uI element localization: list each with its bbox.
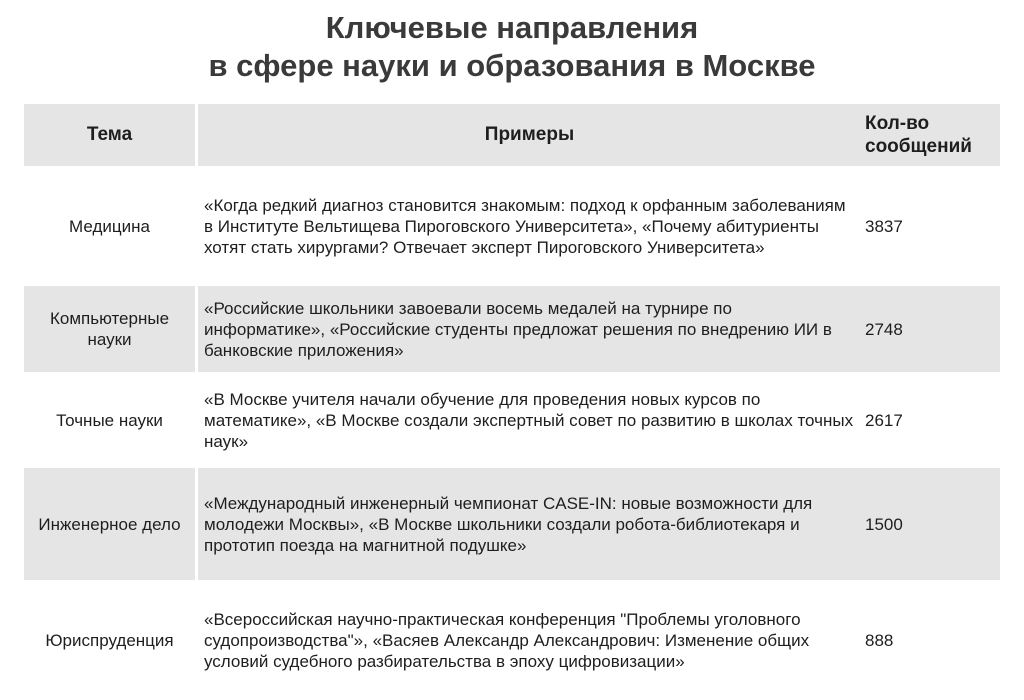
row-count: 3837 [861, 170, 1000, 286]
row-topic: Юриспруденция [24, 584, 195, 700]
table-row [24, 376, 1000, 468]
table-row [24, 286, 1000, 376]
header-examples: Примеры [195, 104, 861, 170]
row-examples: «Когда редкий диагноз становится знакомым: подход к орфанным заболеваниям в Институте Вельтищева Пироговского Университета», «Почему абитуриенты хотят стать хирургами? Отвечает эксперт Пироговского Университета» [195, 170, 861, 286]
row-examples: «В Москве учителя начали обучение для проведения новых курсов по математике», «В Москве создали экспертный совет по развитию в школах точных наук» [195, 376, 861, 468]
row-count: 2748 [861, 286, 1000, 376]
header-count-line-2: сообщений [865, 136, 972, 157]
row-topic: Медицина [24, 170, 195, 286]
row-count: 1500 [861, 468, 1000, 584]
title-line-2: в сфере науки и образования в Москве [208, 48, 816, 83]
row-topic: Компьютерные науки [24, 286, 195, 376]
header-topic: Тема [24, 104, 195, 170]
table-row [24, 584, 1000, 700]
row-examples: «Всероссийская научно-практическая конференция "Проблемы уголовного судопроизводства"», «Васяев Александр Александрович: Изменение общих условий судебного разбирательства в эпоху цифровизации» [195, 584, 861, 700]
row-count: 2617 [861, 376, 1000, 468]
table-row [24, 170, 1000, 286]
row-examples: «Российские школьники завоевали восемь медалей на турнире по информатике», «Российские студенты предложат решения по внедрению ИИ в банковские приложения» [195, 286, 861, 376]
row-examples: «Международный инженерный чемпионат CASE-IN: новые возможности для молодежи Москвы», «В Москве школьники создали робота-библиотекаря и прототип поезда на магнитной подушке» [195, 468, 861, 584]
table-row [24, 468, 1000, 584]
header-count [861, 104, 1000, 170]
table-header-row [24, 104, 1000, 170]
topics-table [24, 104, 1000, 700]
title-line-1: Ключевые направления [325, 10, 699, 45]
row-topic: Точные науки [24, 376, 195, 468]
row-count: 888 [861, 584, 1000, 700]
row-topic: Инженерное дело [24, 468, 195, 584]
page-title [0, 0, 1024, 85]
header-count-line-1: Кол-во [865, 113, 930, 134]
